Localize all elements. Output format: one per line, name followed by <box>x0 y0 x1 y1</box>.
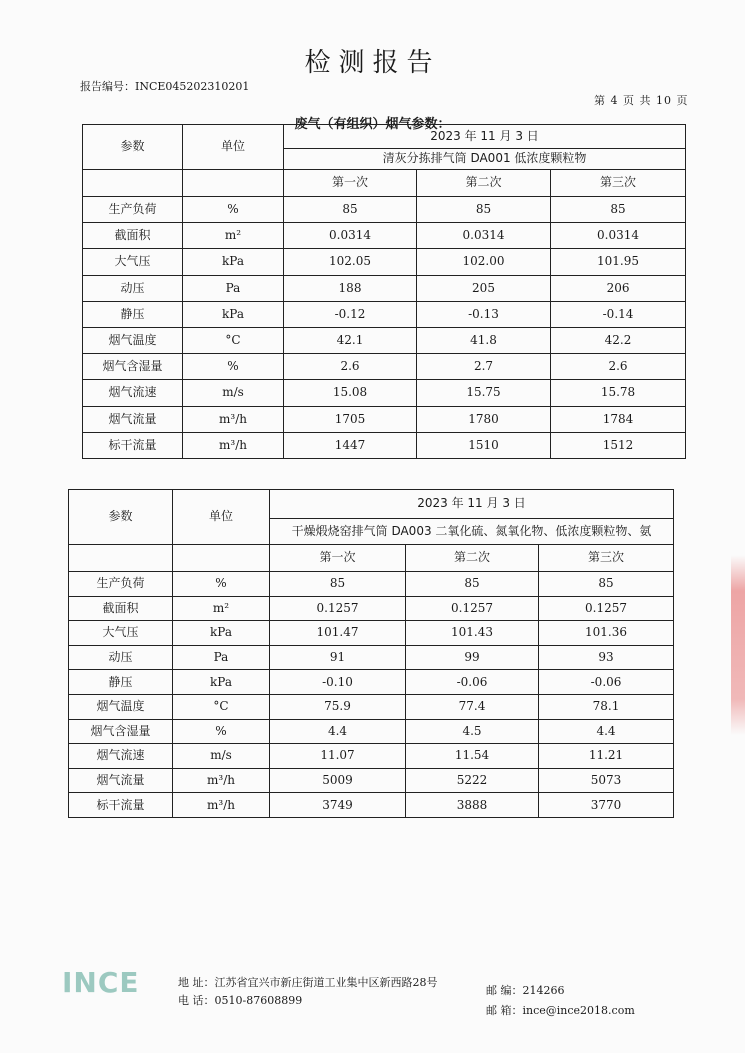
value-cell: 3749 <box>270 793 406 818</box>
value-cell: 5073 <box>539 768 674 793</box>
value-cell: 5009 <box>270 768 406 793</box>
run-header: 第一次 <box>284 170 417 197</box>
value-cell: 1512 <box>551 432 686 458</box>
flue-gas-table-da003 <box>68 489 674 818</box>
value-cell: 1780 <box>417 406 551 432</box>
param-cell: 生产负荷 <box>69 572 173 597</box>
report-number: 报告编号：INCE045202310201 <box>80 80 250 93</box>
value-cell: 11.07 <box>270 744 406 769</box>
page-title: 检测报告 <box>304 48 441 78</box>
table-row <box>69 621 674 646</box>
table-row <box>69 744 674 769</box>
value-cell: 15.75 <box>417 380 551 406</box>
value-cell: 102.00 <box>417 249 551 275</box>
table-row <box>83 406 686 432</box>
unit-cell: m/s <box>173 744 270 769</box>
param-cell: 烟气流速 <box>69 744 173 769</box>
value-cell: 102.05 <box>284 249 417 275</box>
value-cell: 0.0314 <box>551 223 686 249</box>
value-cell: 78.1 <box>539 694 674 719</box>
value-cell: 188 <box>284 275 417 301</box>
param-cell: 静压 <box>69 670 173 695</box>
value-cell: 11.21 <box>539 744 674 769</box>
table-row <box>69 670 674 695</box>
run-header: 第三次 <box>539 545 674 572</box>
value-cell: 93 <box>539 645 674 670</box>
table-row <box>69 719 674 744</box>
footer-postcode: 邮 编：214266 <box>486 984 565 997</box>
value-cell: -0.14 <box>551 301 686 327</box>
unit-cell: kPa <box>183 301 284 327</box>
value-cell: 85 <box>551 197 686 223</box>
unit-header: 单位 <box>173 490 270 545</box>
value-cell: 205 <box>417 275 551 301</box>
table-row <box>83 275 686 301</box>
value-cell: -0.06 <box>406 670 539 695</box>
unit-cell: m² <box>173 596 270 621</box>
param-cell: 烟气流速 <box>83 380 183 406</box>
value-cell: 101.47 <box>270 621 406 646</box>
page-number: 第 4 页 共 10 页 <box>594 94 689 107</box>
footer-phone: 电 话：0510-87608899 <box>178 994 303 1007</box>
table-row <box>83 249 686 275</box>
unit-cell: % <box>183 354 284 380</box>
value-cell: 4.4 <box>270 719 406 744</box>
run-header: 第二次 <box>406 545 539 572</box>
table-row <box>69 596 674 621</box>
value-cell: 91 <box>270 645 406 670</box>
flue-gas-table-da001 <box>82 124 686 459</box>
source-header: 清灰分拣排气筒 DA001 低浓度颗粒物 <box>284 149 686 170</box>
blank-cell <box>183 170 284 197</box>
unit-cell: m² <box>183 223 284 249</box>
table-row <box>69 645 674 670</box>
table-row <box>83 432 686 458</box>
value-cell: 11.54 <box>406 744 539 769</box>
value-cell: 3888 <box>406 793 539 818</box>
value-cell: 5222 <box>406 768 539 793</box>
unit-cell: % <box>173 719 270 744</box>
table-row <box>83 380 686 406</box>
unit-cell: °C <box>173 694 270 719</box>
value-cell: 3770 <box>539 793 674 818</box>
run-header: 第一次 <box>270 545 406 572</box>
value-cell: 99 <box>406 645 539 670</box>
table-row <box>83 327 686 353</box>
unit-header: 单位 <box>183 125 284 170</box>
param-cell: 烟气温度 <box>83 327 183 353</box>
param-cell: 大气压 <box>69 621 173 646</box>
value-cell: 2.7 <box>417 354 551 380</box>
table-row <box>83 301 686 327</box>
run-header: 第三次 <box>551 170 686 197</box>
seal-stamp-edge <box>731 555 745 735</box>
value-cell: 101.95 <box>551 249 686 275</box>
value-cell: 85 <box>284 197 417 223</box>
unit-cell: m³/h <box>173 793 270 818</box>
footer-address: 地 址：江苏省宜兴市新庄街道工业集中区新西路28号 <box>178 976 438 989</box>
table-row <box>69 793 674 818</box>
unit-cell: m³/h <box>183 406 284 432</box>
value-cell: 4.5 <box>406 719 539 744</box>
table-row <box>69 694 674 719</box>
value-cell: 0.1257 <box>270 596 406 621</box>
unit-cell: kPa <box>173 670 270 695</box>
value-cell: 206 <box>551 275 686 301</box>
company-logo: INCE <box>62 966 140 999</box>
param-cell: 动压 <box>83 275 183 301</box>
source-header: 干燥煅烧窑排气筒 DA003 二氧化硫、氮氧化物、低浓度颗粒物、氨 <box>270 519 674 545</box>
run-header: 第二次 <box>417 170 551 197</box>
param-header: 参数 <box>69 490 173 545</box>
param-cell: 标干流量 <box>83 432 183 458</box>
value-cell: 1510 <box>417 432 551 458</box>
value-cell: -0.13 <box>417 301 551 327</box>
param-cell: 截面积 <box>69 596 173 621</box>
param-header: 参数 <box>83 125 183 170</box>
param-cell: 烟气流量 <box>69 768 173 793</box>
value-cell: 15.08 <box>284 380 417 406</box>
value-cell: 0.1257 <box>406 596 539 621</box>
value-cell: 75.9 <box>270 694 406 719</box>
value-cell: 42.1 <box>284 327 417 353</box>
table-row <box>83 354 686 380</box>
value-cell: 15.78 <box>551 380 686 406</box>
param-cell: 烟气流量 <box>83 406 183 432</box>
value-cell: -0.06 <box>539 670 674 695</box>
value-cell: 101.36 <box>539 621 674 646</box>
value-cell: 41.8 <box>417 327 551 353</box>
table-row <box>83 197 686 223</box>
value-cell: 2.6 <box>551 354 686 380</box>
value-cell: 85 <box>417 197 551 223</box>
value-cell: 1784 <box>551 406 686 432</box>
value-cell: 101.43 <box>406 621 539 646</box>
param-cell: 生产负荷 <box>83 197 183 223</box>
value-cell: 77.4 <box>406 694 539 719</box>
value-cell: 42.2 <box>551 327 686 353</box>
value-cell: 4.4 <box>539 719 674 744</box>
blank-cell <box>173 545 270 572</box>
value-cell: 85 <box>406 572 539 597</box>
section-heading: 废气（有组织）烟气参数： <box>294 117 451 132</box>
unit-cell: kPa <box>173 621 270 646</box>
unit-cell: °C <box>183 327 284 353</box>
param-cell: 标干流量 <box>69 793 173 818</box>
unit-cell: % <box>183 197 284 223</box>
table-row <box>83 223 686 249</box>
value-cell: 0.0314 <box>417 223 551 249</box>
value-cell: 85 <box>539 572 674 597</box>
unit-cell: % <box>173 572 270 597</box>
value-cell: -0.10 <box>270 670 406 695</box>
unit-cell: Pa <box>183 275 284 301</box>
param-cell: 烟气含湿量 <box>69 719 173 744</box>
date-header: 2023 年 11 月 3 日 <box>284 125 686 149</box>
param-cell: 静压 <box>83 301 183 327</box>
unit-cell: kPa <box>183 249 284 275</box>
value-cell: 1705 <box>284 406 417 432</box>
value-cell: 0.0314 <box>284 223 417 249</box>
table-row <box>69 572 674 597</box>
param-cell: 截面积 <box>83 223 183 249</box>
footer-email: 邮 箱：ince@ince2018.com <box>486 1004 635 1017</box>
value-cell: 2.6 <box>284 354 417 380</box>
value-cell: -0.12 <box>284 301 417 327</box>
value-cell: 85 <box>270 572 406 597</box>
param-cell: 烟气含湿量 <box>83 354 183 380</box>
date-header: 2023 年 11 月 3 日 <box>270 490 674 519</box>
unit-cell: m/s <box>183 380 284 406</box>
blank-cell <box>83 170 183 197</box>
param-cell: 大气压 <box>83 249 183 275</box>
value-cell: 1447 <box>284 432 417 458</box>
unit-cell: m³/h <box>173 768 270 793</box>
unit-cell: Pa <box>173 645 270 670</box>
param-cell: 动压 <box>69 645 173 670</box>
blank-cell <box>69 545 173 572</box>
table-row <box>69 768 674 793</box>
param-cell: 烟气温度 <box>69 694 173 719</box>
value-cell: 0.1257 <box>539 596 674 621</box>
unit-cell: m³/h <box>183 432 284 458</box>
